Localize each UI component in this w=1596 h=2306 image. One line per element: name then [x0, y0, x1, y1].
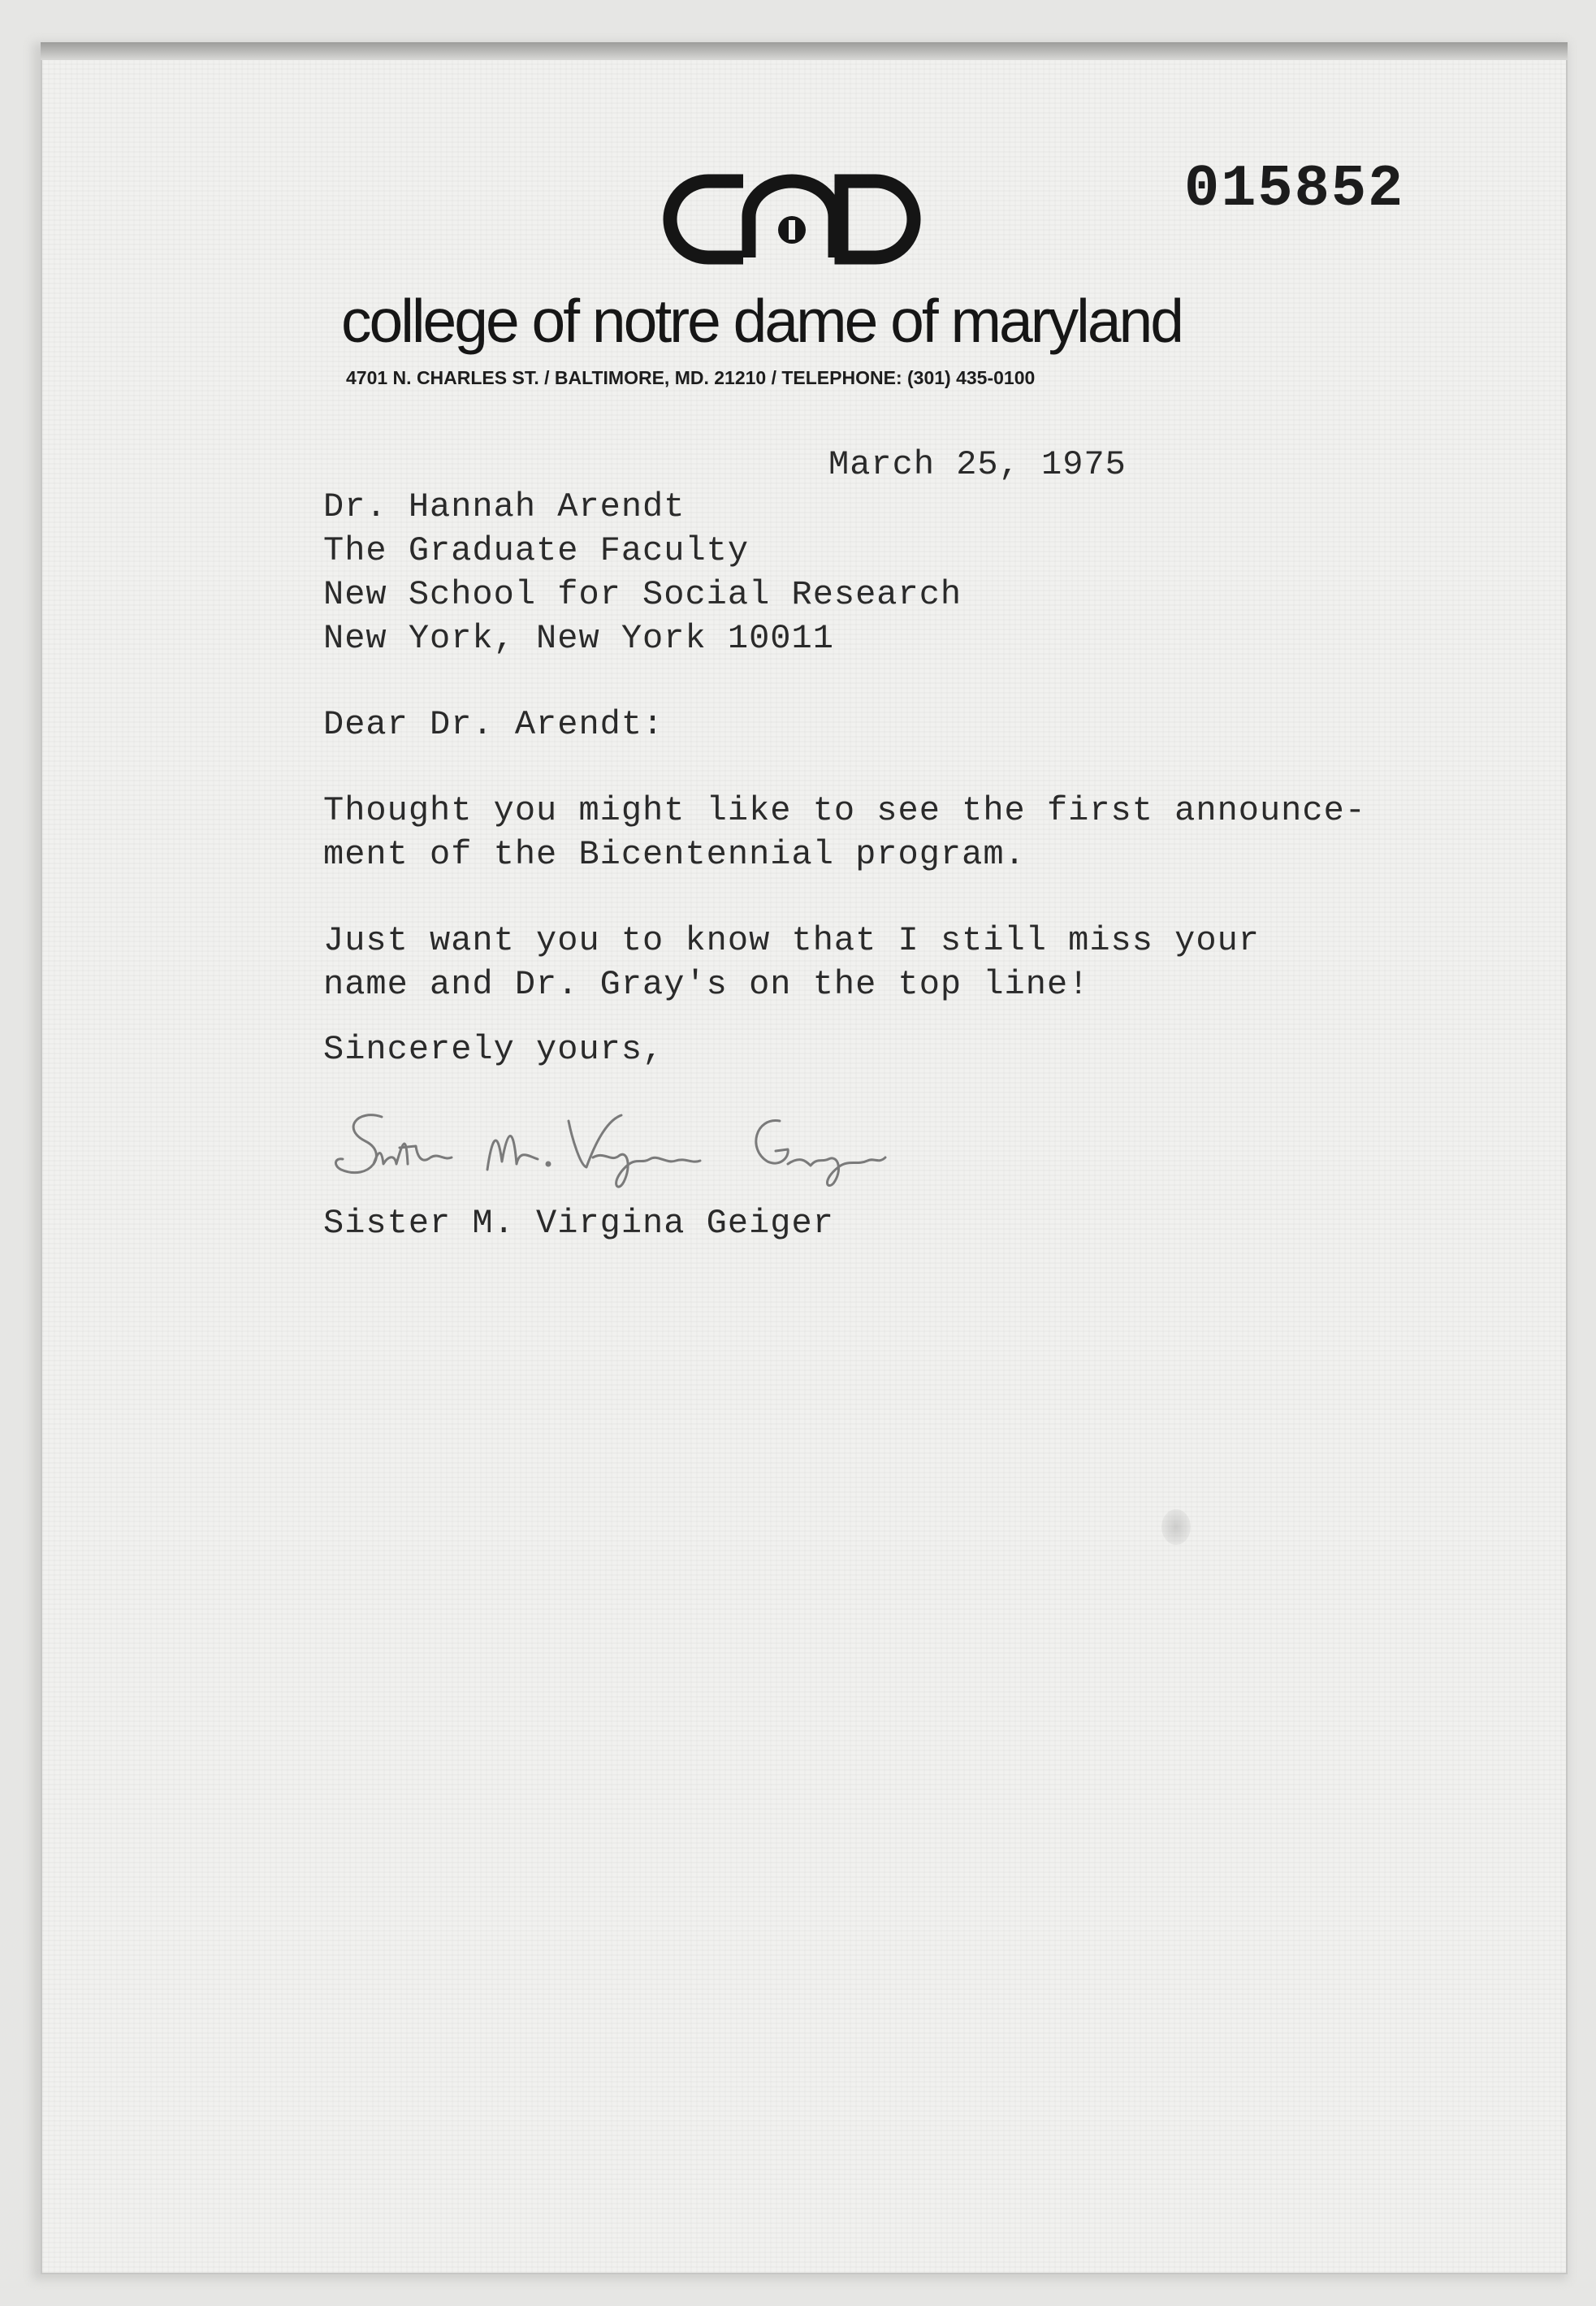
- recipient-department: The Graduate Faculty: [323, 531, 750, 570]
- body-paragraph-2-line-1: Just want you to know that I still miss your: [323, 921, 1260, 960]
- letter-date: March 25, 1975: [828, 445, 1127, 484]
- body-paragraph-1-line-1: Thought you might like to see the first announce-: [323, 791, 1367, 830]
- handwritten-signature: [325, 1092, 918, 1206]
- salutation: Dear Dr. Arendt:: [323, 705, 664, 744]
- signer-name: Sister M. Virgina Geiger: [323, 1204, 834, 1243]
- institution-name: college of notre dame of maryland: [341, 287, 1182, 355]
- paper-top-edge: [41, 42, 1568, 60]
- body-paragraph-1-line-2: ment of the Bicentennial program.: [323, 835, 1026, 874]
- closing: Sincerely yours,: [323, 1030, 664, 1069]
- college-logo: [658, 167, 926, 272]
- paper-smudge: [1161, 1509, 1191, 1545]
- body-paragraph-2-line-2: name and Dr. Gray's on the top line!: [323, 965, 1090, 1004]
- document-number: 015852: [1184, 156, 1405, 223]
- recipient-institution: New School for Social Research: [323, 575, 962, 614]
- recipient-city: New York, New York 10011: [323, 619, 834, 658]
- letterhead-address: 4701 N. CHARLES ST. / BALTIMORE, MD. 21210 / TELEPHONE: (301) 435-0100: [346, 367, 1036, 388]
- recipient-name: Dr. Hannah Arendt: [323, 487, 686, 526]
